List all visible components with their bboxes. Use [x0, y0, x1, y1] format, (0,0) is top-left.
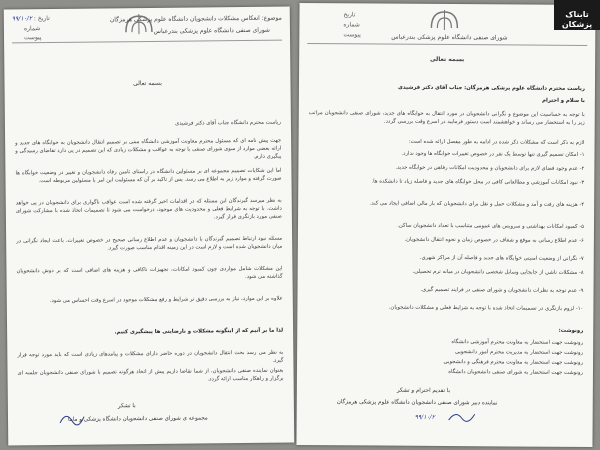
number-label: شماره: [343, 21, 360, 29]
list-item: ۱۰- لزوم بازنگری در تصمیمات اتخاذ شده با توجه به شرایط فعلی و مشکلات دانشجویان.: [388, 304, 584, 312]
paragraph: این مشکلات شامل مواردی چون کمبود امکانات، تجهیزات ناکافی و هزینه های اضافی است که بر دوش دانشجویان گذاشته می شود.: [16, 265, 283, 281]
paragraph: به نظر می رسد بحث انتقال دانشجویان در دوره حاضر دارای مشکلات و پیامدهای زیادی است که باید مورد توجه قرار گیرد.: [17, 349, 284, 364]
date-label: تاریخ : ۹۹/۱۰/۲: [11, 15, 50, 23]
date-label: تاریخ: [343, 11, 356, 19]
signature-line: مجموعه ی شورای صنفی دانشجویان دانشگاه پزشکی و ماما: [67, 415, 208, 423]
basmala: بسمه تعالی: [133, 79, 162, 88]
cc-item: رونوشت جهت استحضار به معاونت محترم آموزشی دانشگاه: [451, 339, 584, 346]
cc-item: رونوشت جهت استحضار به مدیریت محترم امور دانشجویی: [454, 349, 584, 356]
closing-statement: لذا ما بر آنیم که از اینگونه مشکلات و نارضایتی ها پیشگیری کنیم.: [114, 327, 284, 336]
signature-scribble-icon: [447, 408, 477, 426]
paragraph: بعنوان نماینده صنفی دانشجویان، از شما تقاضا داریم پیش از اتخاذ هرگونه تصمیم با شورای صنفی دانشجویان جلسه ای برگزار و راهکار مناسب ارائه گردد.: [17, 367, 284, 383]
paragraph: لازم به ذکر است که مشکلات ذکر شده در ادامه به طور مفصل ارائه شده است:: [408, 138, 585, 146]
list-item: ۶- عدم اطلاع رسانی به موقع و شفاف در خصوص زمان و نحوه انتقال دانشجویان.: [404, 236, 584, 244]
left-letter: [4, 7, 295, 446]
list-item: ۴- هزینه های رفت و آمد و مشکلات حمل و نقل برای دانشجویان که بار مالی اضافی ایجاد می کند.: [369, 200, 585, 208]
regards: با تقدیم احترام و تشکر: [396, 387, 451, 395]
paragraph: علاوه بر این موارد، نیاز به بررسی دقیق تر شرایط و رفع مشکلات موجود در اسرع وقت احساس می شود.: [49, 295, 283, 305]
signature-scribble-icon: [58, 409, 88, 429]
list-item: ۷- نگرانی از وضعیت امنیتی خوابگاه های جدید و فاصله آن از مراکز شهری.: [419, 254, 584, 262]
watermark-logo: تابناک پزشکان: [554, 0, 600, 30]
header-divider: [307, 43, 587, 46]
paragraph: به نظر میرسد گیرندگان این مسئله که در اقدامات اخیر گرفته شده است عواقب ناگواری برای دانشجویان در پی خواهد داشت. با توجه به شرایط فعلی و محدودیت های موجود، درخواست می شود تا تصمیمات اتخاذ شده با مشارکت شورای صنفی مورد بازنگری قرار گیرد.: [15, 197, 282, 221]
list-item: ۲- عدم وجود فضای لازم برای دانشجویان و محدودیت امکانات رفاهی در خوابگاه جدید.: [395, 164, 585, 172]
list-item: ۸- مشکلات ناشی از جابجایی وسایل شخصی دانشجویان در میانه ترم تحصیلی.: [412, 268, 584, 276]
paragraph: جهت پیش نامه ای که مسئول محترم معاونت آموزشی دانشگاه مبنی بر تصمیم انتقال دانشجویان به خوابگاه های جدید و ارائه بعضی موارد از سوی شورای صنفی با توجه به عواقب و مشکلات زیادی که این تصمیم در پی دارد تقاضای رسیدگی و پیگیری دارم.: [15, 137, 282, 161]
subject-line: موضوع: انعکاس مشکلات دانشجویان دانشگاه علوم پزشکی هرمزگان: [109, 14, 282, 24]
number-label: شماره: [23, 25, 41, 33]
regards: با تشکر: [117, 403, 136, 410]
cc-item: رونوشت جهت استحضار به شورای صنفی دانشجویان دانشگاه: [448, 369, 583, 376]
paragraph: مسئله نبود ارتباط تصمیم گیرندگان با دانشجویان و عدم اطلاع رسانی صحیح در خصوص تغییرات، باعث ایجاد نگرانی در میان دانشجویان شده است و لازم است در این زمینه اقدام مناسب صورت گیرد.: [16, 235, 283, 252]
council-header: شورای صنفی دانشگاه علوم پزشکی بندرعباس: [391, 33, 508, 42]
addressee: ریاست محترم دانشگاه جناب آقای دکتر فرشیدی: [175, 119, 281, 127]
list-item: ۳- نبود امکانات آموزشی و مطالعاتی کافی در محل خوابگاه های جدید و فاصله زیاد تا دانشکده ها.: [371, 178, 585, 186]
header-divider: [12, 40, 282, 44]
list-item: ۹- عدم توجه به نظرات دانشجویان و شورای صنفی در فرایند تصمیم گیری.: [420, 286, 584, 294]
list-item: ۵- کمبود امکانات بهداشتی و سرویس های عمومی متناسب با تعداد دانشجویان ساکن.: [397, 222, 585, 230]
paragraph: با توجه به حساسیت این موضوع و نگرانی دانشجویان در مورد انتقال به خوابگاه های جدید، شورای صنفی دانشجویان مراتب زیر را به استحضار می رساند و خواهشمند است دستور فرمایید در اسرع وقت بررسی گردد.: [308, 110, 585, 127]
greeting: با سلام و احترام: [542, 97, 585, 104]
list-item: ۱- امکان تصمیم گیری تنها توسط یک نفر در خصوص تغییرات خوابگاه ها وجود ندارد.: [401, 150, 585, 158]
attachment-label: پیوست: [23, 34, 42, 42]
cc-item: رونوشت جهت استحضار به معاونت محترم فرهنگی و دانشجویی: [443, 358, 584, 366]
university-logo-icon: [427, 8, 461, 32]
cc-title: رونوشت:: [558, 327, 584, 334]
right-letter: [296, 3, 595, 447]
council-header: شورای صنفی دانشگاه علوم پزشکی بندرعباس: [153, 26, 270, 35]
signature-line: نماینده دبیر شورای صنفی دانشجویان دانشگاه علوم پزشکی هرمزگان: [336, 399, 498, 407]
signature-date: ۹۹/۱۰/۲: [414, 413, 435, 421]
basmala: بسمه تعالی: [429, 55, 465, 64]
attachment-label: پیوست: [343, 31, 361, 39]
addressee: ریاست محترم دانشگاه علوم پزشکی هرمزگان: جناب آقای دکتر فرشیدی: [398, 84, 585, 92]
paragraph: اما این شکایات تصمیم مجموعه ای بر مسئولین دانشگاه در راستای تامین رفاه دانشجویان و تغییر در وضعیت خوابگاه ها صورت گرفته و موارد زیر به اطلاع می رسد. پس از تاکید بر آن که مسئولیت این امر با مسئولین مربوطه است.: [15, 167, 282, 185]
